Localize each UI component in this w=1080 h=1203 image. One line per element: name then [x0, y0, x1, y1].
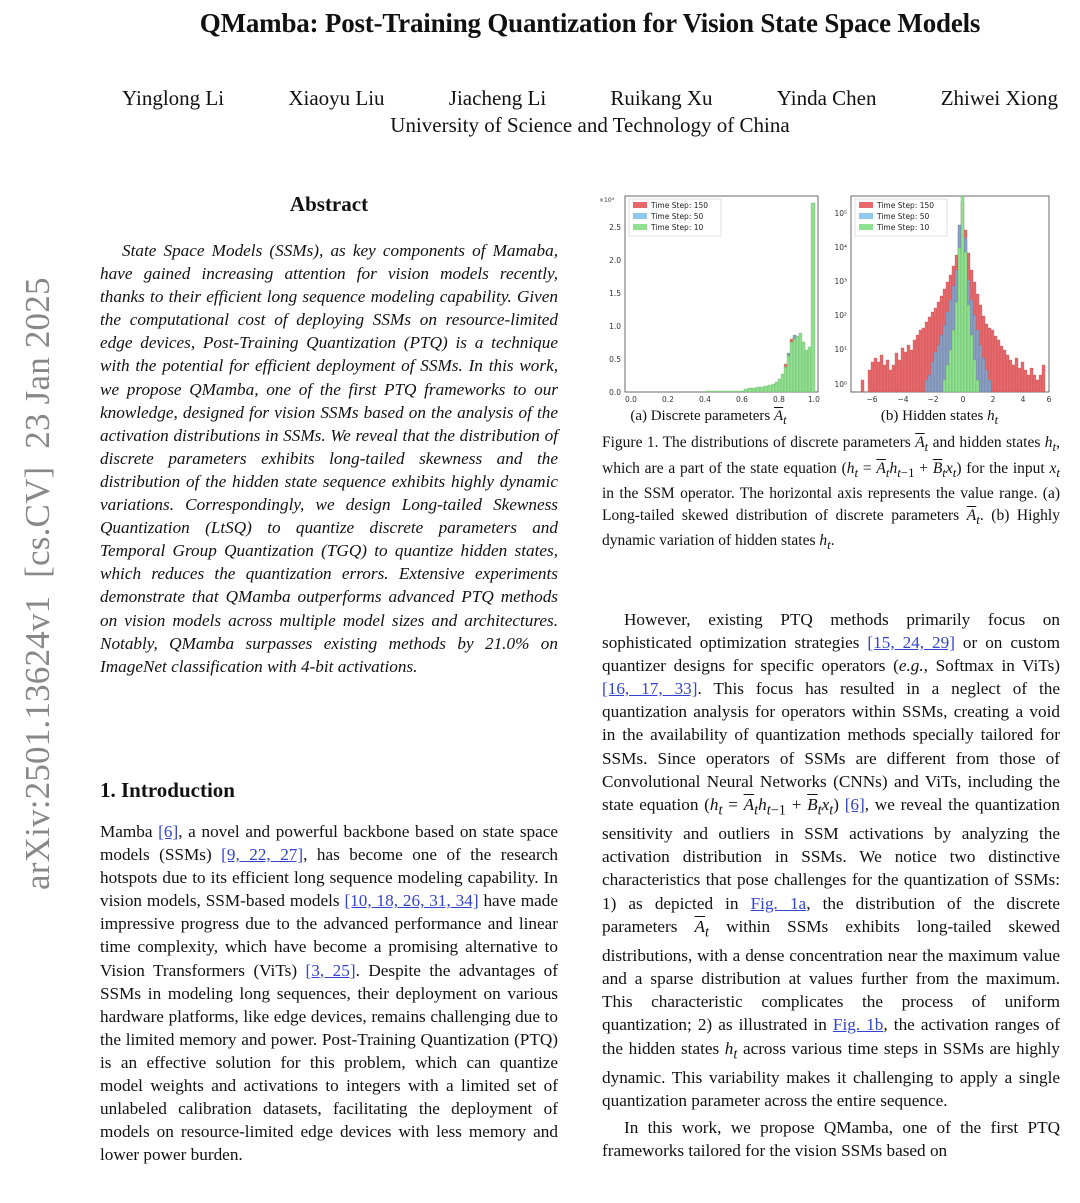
svg-text:0.0: 0.0: [625, 395, 637, 404]
svg-text:0.4: 0.4: [699, 395, 711, 404]
text-run: Mamba: [100, 822, 159, 841]
author-list: [100, 86, 1080, 111]
abstract-text: State Space Models (SSMs), as key components of Mamaba, have gained increasing attention for vision models recently, thanks to their efficient long sequence modeling capability. Given the computational cost of deploying SSMs on resource-limited edge devices, Post-Training Quantization (PTQ) is a technique with the potential for efficient deployment of SSMs. In this work, we propose QMamba, one of the first PTQ frameworks to our knowledge, designed for vision SSMs based on the analysis of the activation distributions in SSMs. We reveal that the distribution of discrete parameters exhibits long-tailed skewness and the distribution of the hidden state sequence exhibits highly dynamic variations. Correspondingly, we design Long-tailed Skewness Quantization (LtSQ) to quantize discrete parameters and Temporal Group Quantization (TGQ) to quantize hidden states, which reduces the quantization errors. Extensive experiments demonstrate that QMamba outperforms advanced PTQ methods on vision models across multiple model sizes and architectures. Notably, QMamba surpasses existing methods by 21.0% on ImageNet classification with 4-bit activations.: [100, 241, 558, 676]
text-run: . Despite the advantages of SSMs in modeling long sequences, their deployment on various hardware platforms, like edge devices, remains challenging due to the limited memory and power. Post-Training Quantization (PTQ) is an effective solution for this problem, which can quantize model weights and activations to integers with a limited set of unlabeled calibration datasets, facilitating the deployment of models on resource-limited edge devices with less memory and lower power burden.: [100, 960, 558, 1165]
citation-link[interactable]: [6]: [844, 794, 865, 814]
figure-1: [599, 190, 1060, 428]
svg-text:10²: 10²: [834, 311, 847, 320]
svg-text:6: 6: [1046, 395, 1052, 404]
arxiv-stamp: arXiv:2501.13624v1 [cs.CV] 23 Jan 2025: [18, 277, 57, 890]
svg-text:Time Step: 10: Time Step: 10: [877, 223, 930, 232]
abstract-heading: Abstract: [289, 192, 369, 216]
right-column: [599, 190, 1061, 1161]
svg-text:10⁴: 10⁴: [834, 243, 847, 252]
author: Jiacheng Li: [448, 86, 547, 110]
svg-text:10⁰: 10⁰: [834, 380, 847, 389]
svg-text:4: 4: [1020, 395, 1026, 404]
figure-panel-b: [827, 190, 1052, 426]
figure-panel-a: [596, 190, 821, 426]
affiliation: University of Science and Technology of China: [390, 113, 790, 137]
svg-text:2.5: 2.5: [609, 223, 621, 232]
paper-title: QMamba: Post-Training Quantization for Vision State Space Models: [199, 8, 981, 38]
svg-text:2.0: 2.0: [609, 256, 621, 265]
citation-link[interactable]: [3, 25]: [305, 960, 356, 980]
body-paragraph: However, existing PTQ methods primarily focus on sophisticated optimization strategies [15, 24, 29] or on custom quantizer designs for specific operators (e.g., Softmax in ViTs) [16, 17, 33]. This focus has resulted in a neglect of the quantization analysis for operators within SSMs, creating a void in the availability of quantization methods specially tailored for SSMs. Since operators of SSMs are different from those of Convolutional Neural Networks (CNNs) and ViTs, including the state equation $(h_t = \overline{A}_th_{t-1} + \overline{B}_tx_t)$ [6], we reveal the quantization sensitivity and outliers in SSM activations by analyzing the activation distribution in SSMs. We notice two distinctive characteristics that pose challenges for the quantization of SSMs: 1) as depicted in Fig. 1a, the distribution of the discrete parameters $\overline{A}_t$ within SSMs exhibits long-tailed skewed distributions, with a dense concentration near the maximum value and a sparse distribution at values further from the maximum. This characteristic complicates the process of uniform quantization; 2) as illustrated in Fig. 1b, the activation ranges of the hidden states $h_t$ across various time steps in SSMs are highly dynamic. This variability makes it challenging to apply a single quantization parameter across the entire sequence.: [602, 610, 1061, 1111]
svg-text:Time Step: 50: Time Step: 50: [651, 212, 704, 221]
svg-text:10⁵: 10⁵: [834, 209, 847, 218]
svg-text:0.6: 0.6: [736, 395, 748, 404]
citation-link[interactable]: [6]: [158, 822, 179, 841]
citation-link[interactable]: [9, 22, 27]: [221, 845, 304, 865]
citation-link[interactable]: [10, 18, 26, 31, 34]: [344, 891, 479, 911]
subfigure-caption-b: (b) Hidden states $h_t$: [880, 408, 999, 427]
left-column: [100, 190, 559, 1165]
svg-text:1.0: 1.0: [609, 322, 621, 331]
svg-text:10¹: 10¹: [834, 345, 847, 354]
svg-text:Time Step: 150: Time Step: 150: [651, 201, 709, 210]
author: Zhiwei Xiong: [940, 86, 1058, 110]
subfigure-caption-a: (a) Discrete parameters $\overline{A}_t$: [630, 408, 787, 427]
svg-text:Time Step: 50: Time Step: 50: [877, 212, 930, 221]
figure-reference-link[interactable]: Fig. 1a: [750, 893, 807, 913]
svg-text:Time Step: 150: Time Step: 150: [877, 201, 935, 210]
svg-text:0.8: 0.8: [773, 395, 785, 404]
figure-reference-link[interactable]: Fig. 1b: [832, 1015, 884, 1035]
figure-caption: Figure 1. The distributions of discrete parameters $\overline{A}_t$ and hidden states $h_t$, which are a part of the state equation $(h_t = \overline{A}_th_{t-1} + \overline{B}_tx_t)$ for the input $x_t$ in the SSM operator. The horizontal axis represents the value range. (a) Long-tailed skewed distribution of discrete parameters $\overline{A}_t$. (b) Highly dynamic variation of hidden states $h_t$.: [602, 434, 1060, 553]
author: Xiaoyu Liu: [288, 86, 385, 110]
svg-text:−4: −4: [897, 395, 909, 404]
author: Yinglong Li: [122, 86, 225, 110]
text-run: , a novel and powerful backbone based on state space models (SSMs): [100, 822, 558, 865]
section-heading-introduction: 1. Introduction: [100, 778, 235, 802]
right-column-body: [602, 608, 1060, 1162]
author: Ruikang Xu: [610, 86, 713, 110]
author: Yinda Chen: [776, 86, 877, 110]
svg-text:−6: −6: [866, 395, 878, 404]
svg-text:×10⁴: ×10⁴: [599, 197, 615, 204]
svg-text:0.5: 0.5: [609, 355, 621, 364]
svg-text:−2: −2: [927, 395, 939, 404]
svg-text:1.0: 1.0: [808, 395, 820, 404]
svg-text:10³: 10³: [834, 277, 847, 286]
histogram-discrete-parameters: [596, 190, 821, 408]
svg-text:2: 2: [990, 395, 996, 404]
citation-link[interactable]: [15, 24, 29]: [867, 633, 955, 653]
svg-text:0.0: 0.0: [609, 388, 621, 397]
svg-text:Time Step: 10: Time Step: 10: [651, 223, 704, 232]
svg-text:1.5: 1.5: [609, 289, 621, 298]
body-paragraph: In this work, we propose QMamba, one of the first PTQ frameworks tailored for the vision SSMs based on: [602, 1118, 1060, 1161]
svg-text:0: 0: [960, 395, 966, 404]
text-run: , has become one of the research hotspots due to its efficient long sequence modeling capability. In vision models, SSM-based models: [100, 845, 558, 911]
citation-link[interactable]: [16, 17, 33]: [602, 679, 698, 699]
introduction-paragraph: [100, 820, 558, 1166]
svg-text:0.2: 0.2: [662, 395, 674, 404]
histogram-hidden-states: [827, 190, 1052, 408]
text-run: have made impressive progress due to the advanced performance and linear time complexity, which have become a promising alternative to Vision Transformers (ViTs): [100, 891, 559, 980]
